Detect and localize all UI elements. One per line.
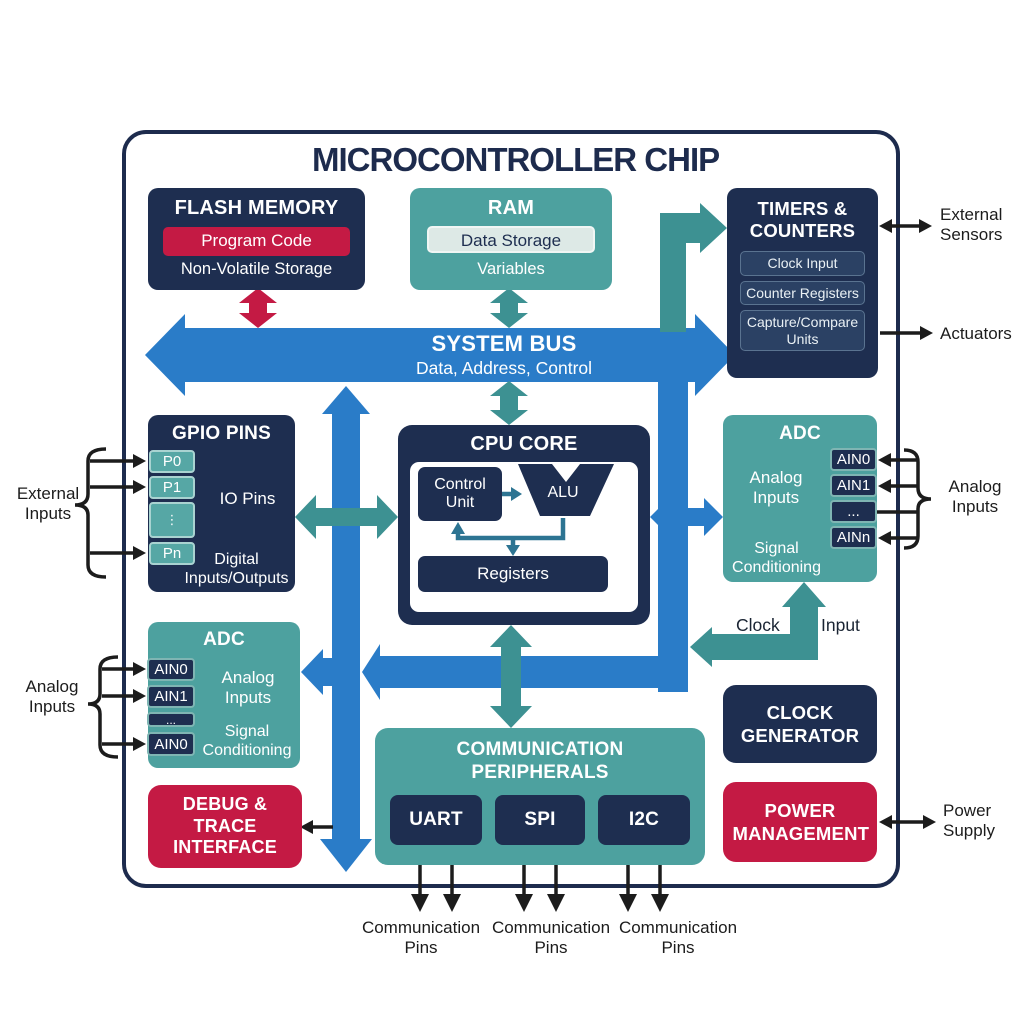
timers-counters-block <box>727 188 878 378</box>
comm-pins-label-3: Communication Pins <box>618 918 738 958</box>
left-bus-branch <box>320 386 372 872</box>
adc-left-pin-dots: ... <box>147 712 195 727</box>
adc-right-pin-ainn: AINn <box>830 526 877 549</box>
clock-generator-title: CLOCK GENERATOR <box>740 701 860 746</box>
timers-item-capture-compare: Capture/Compare Units <box>740 310 865 351</box>
ram-bus-arrow <box>490 288 528 328</box>
comm-pins-label-1: Communication Pins <box>361 918 481 958</box>
comm-module-spi: SPI <box>495 795 585 845</box>
comm-module-uart: UART <box>390 795 482 845</box>
gpio-title: GPIO PINS <box>172 423 271 444</box>
system-bus-label <box>354 331 654 379</box>
bus-timers-arrow <box>660 203 727 332</box>
power-management-title: POWER MANAGEMENT <box>732 799 870 844</box>
registers-box: Registers <box>418 556 608 592</box>
ram-block <box>410 188 612 290</box>
data-storage-subblock: Data Storage <box>427 226 595 253</box>
adc-right-caption: Signal Conditioning <box>732 540 821 577</box>
input-label: Input <box>821 615 860 635</box>
comm-module-i2c: I2C <box>598 795 690 845</box>
cpu-inner-panel <box>410 462 638 612</box>
adc-right-pin-ain0: AIN0 <box>830 448 877 471</box>
adc-left-title: ADC <box>203 629 245 650</box>
comm-pins-label-2: Communication Pins <box>491 918 611 958</box>
adc-left-pin-ain0b: AIN0 <box>147 732 195 756</box>
analog-inputs-right-label: Analog Inputs <box>948 477 1002 517</box>
gpio-block <box>148 415 295 592</box>
adc-left-analog-label: Analog Inputs <box>221 668 275 708</box>
flash-bus-arrow <box>239 288 277 328</box>
comm-peripherals-block <box>375 728 705 865</box>
system-bus-subtitle: Data, Address, Control <box>415 358 593 378</box>
adc-left-caption: Signal Conditioning <box>202 723 292 760</box>
adc-right-block <box>723 415 877 582</box>
gpio-pin-p1: P1 <box>149 476 195 499</box>
debug-trace-block <box>148 785 302 868</box>
timers-item-clock-input: Clock Input <box>740 251 865 276</box>
flash-caption: Non-Volatile Storage <box>180 260 333 278</box>
system-bus-title: SYSTEM BUS <box>431 331 577 356</box>
cpu-title: CPU CORE <box>470 433 578 455</box>
adc-right-pin-dots: ... <box>830 500 877 523</box>
adc-right-pin-ain1: AIN1 <box>830 474 877 497</box>
program-code-subblock: Program Code <box>163 227 350 256</box>
debug-title: DEBUG & TRACE INTERFACE <box>173 793 277 858</box>
clock-generator-block <box>723 685 877 763</box>
power-supply-label: Power Supply <box>943 801 995 841</box>
gpio-pin-pn: Pn <box>149 542 195 565</box>
clock-label: Clock <box>736 615 780 635</box>
adc-left-block <box>148 622 300 768</box>
right-bus-branch <box>658 380 688 692</box>
control-unit-box: Control Unit <box>418 467 502 521</box>
adc-right-title: ADC <box>779 423 821 444</box>
gpio-pin-ellipsis: ⋮ <box>149 502 195 538</box>
flash-memory-block <box>148 188 365 290</box>
comm-title: COMMUNICATION PERIPHERALS <box>456 739 624 783</box>
gpio-io-label: IO Pins <box>219 489 276 508</box>
alu-label: ALU <box>547 484 579 501</box>
ram-title: RAM <box>487 197 535 219</box>
gpio-caption: Digital Inputs/Outputs <box>184 551 289 588</box>
ram-caption: Variables <box>477 260 545 278</box>
adc-left-pin-ain1: AIN1 <box>147 685 195 708</box>
page-title: MICROCONTROLLER CHIP <box>312 141 720 178</box>
external-inputs-label: External Inputs <box>16 484 80 524</box>
gpio-pin-p0: P0 <box>149 450 195 473</box>
flash-title: FLASH MEMORY <box>174 197 339 219</box>
timers-title: TIMERS & COUNTERS <box>749 198 856 242</box>
external-sensors-label: External Sensors <box>940 205 1003 245</box>
power-management-block <box>723 782 877 862</box>
analog-inputs-left-label: Analog Inputs <box>25 677 79 717</box>
bus-cpu-arrow <box>490 381 528 425</box>
actuators-label: Actuators <box>940 324 1012 343</box>
adc-left-pin-ain0: AIN0 <box>147 658 195 681</box>
cpu-core-block <box>398 425 650 625</box>
adc-right-analog-label: Analog Inputs <box>749 468 803 508</box>
timers-item-counter-registers: Counter Registers <box>740 281 865 306</box>
